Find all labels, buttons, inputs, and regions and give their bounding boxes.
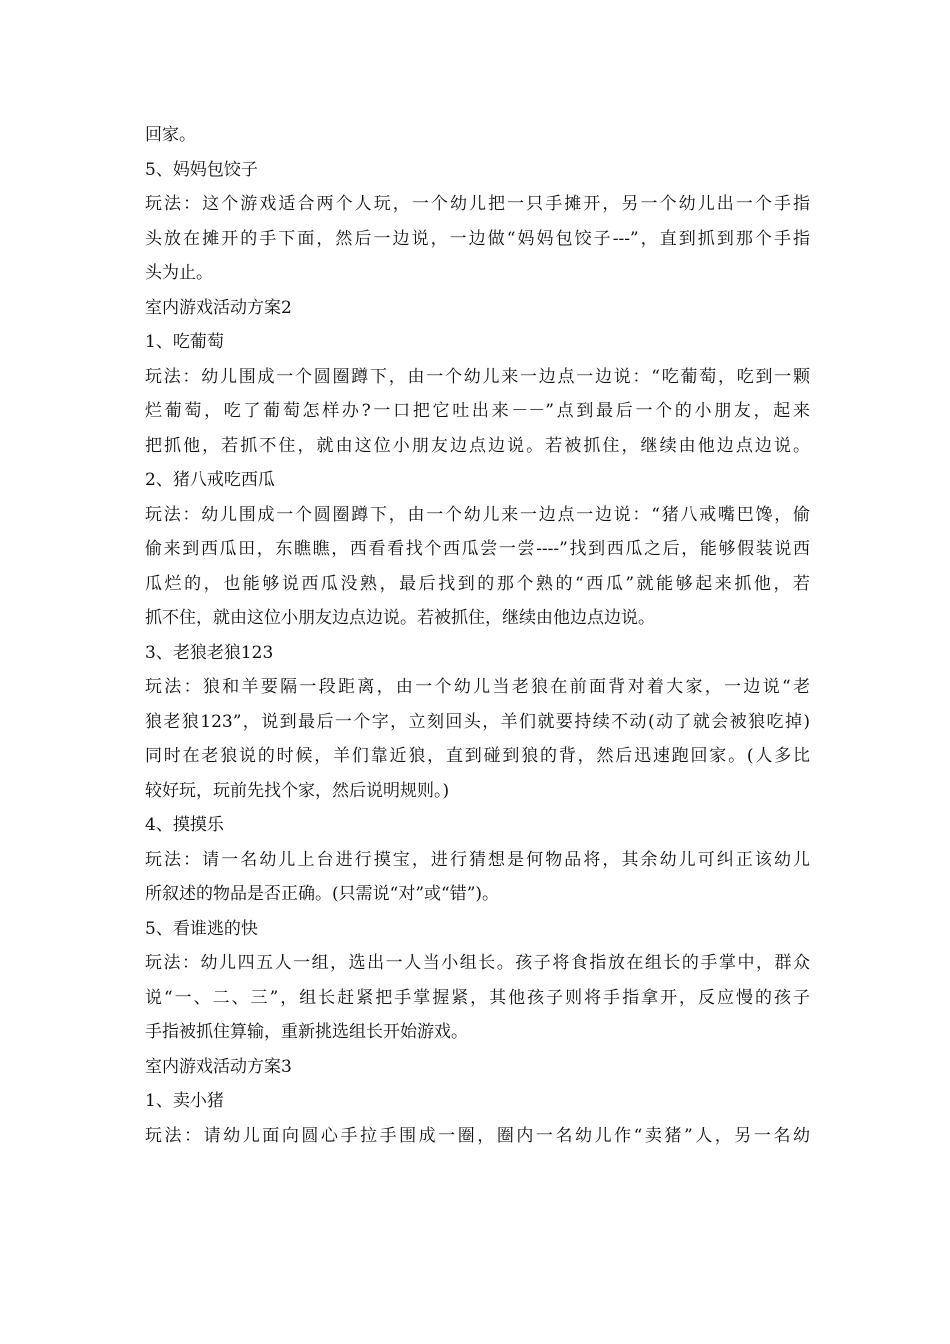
text-line: 烂葡萄，吃了葡萄怎样办?一口把它吐出来－－”点到最后一个的小朋友，起来 xyxy=(145,401,810,421)
text-line: 把抓他，若抓不住，就由这位小朋友边点边说。若被抓住，继续由他边点边说。 xyxy=(145,435,810,456)
text-line: 玩法：幼儿四五人一组，选出一人当小组长。孩子将食指放在组长的手掌中，群众 xyxy=(145,953,810,973)
text-line: 4、摸摸乐 xyxy=(145,815,224,835)
text-line: 瓜烂的，也能够说西瓜没熟，最后找到的那个熟的“西瓜”就能够起来抓他，若 xyxy=(145,573,810,594)
text-line: 1、卖小猪 xyxy=(145,1091,224,1111)
text-line: 头为止。 xyxy=(145,263,213,283)
text-line: 抓不住，就由这位小朋友边点边说。若被抓住，继续由他边点边说。 xyxy=(145,608,655,628)
text-line: 狼老狼123”，说到最后一个字，立刻回头，羊们就要持续不动(动了就会被狼吃掉) xyxy=(145,711,810,732)
text-line: 玩法：请幼儿面向圆心手拉手围成一圈，圈内一名幼儿作“卖猪”人，另一名幼 xyxy=(145,1125,810,1146)
text-line: 偷来到西瓜田，东瞧瞧，西看看找个西瓜尝一尝----”找到西瓜之后，能够假装说西 xyxy=(145,539,810,559)
document-page xyxy=(145,118,810,1153)
text-line: 同时在老狼说的时候，羊们靠近狼，直到碰到狼的背，然后迅速跑回家。(人多比 xyxy=(145,746,810,766)
text-line: 玩法：狼和羊要隔一段距离，由一个幼儿当老狼在前面背对着大家，一边说“老 xyxy=(145,677,810,697)
text-line: 室内游戏活动方案3 xyxy=(145,1056,292,1077)
text-line: 头放在摊开的手下面，然后一边说，一边做“妈妈包饺子---”，直到抓到那个手指 xyxy=(145,228,810,249)
text-line: 2、猪八戒吃西瓜 xyxy=(145,470,275,490)
text-line: 较好玩，玩前先找个家，然后说明规则。) xyxy=(145,780,450,801)
text-line: 玩法：幼儿围成一个圆圈蹲下，由一个幼儿来一边点一边说：“吃葡萄，吃到一颗 xyxy=(145,366,810,387)
text-line: 5、妈妈包饺子 xyxy=(145,159,258,180)
text-line: 1、吃葡萄 xyxy=(145,332,224,352)
text-line: 5、看谁逃的快 xyxy=(145,918,258,939)
text-line: 玩法：请一名幼儿上台进行摸宝，进行猜想是何物品将，其余幼儿可纠正该幼儿 xyxy=(145,849,810,870)
text-line: 回家。 xyxy=(145,125,196,145)
text-line: 3、老狼老狼123 xyxy=(145,642,274,663)
text-line: 室内游戏活动方案2 xyxy=(145,297,292,318)
text-line: 所叙述的物品是否正确。(只需说“对”或“错”)。 xyxy=(145,884,500,904)
text-line: 说“一、二、三”，组长赶紧把手掌握紧，其他孩子则将手指拿开，反应慢的孩子 xyxy=(145,987,810,1008)
text-line: 玩法：这个游戏适合两个人玩，一个幼儿把一只手摊开，另一个幼儿出一个手指 xyxy=(145,194,810,214)
text-line: 玩法：幼儿围成一个圆圈蹲下，由一个幼儿来一边点一边说：“猪八戒嘴巴馋，偷 xyxy=(145,504,810,525)
text-line: 手指被抓住算输，重新挑选组长开始游戏。 xyxy=(145,1022,468,1042)
